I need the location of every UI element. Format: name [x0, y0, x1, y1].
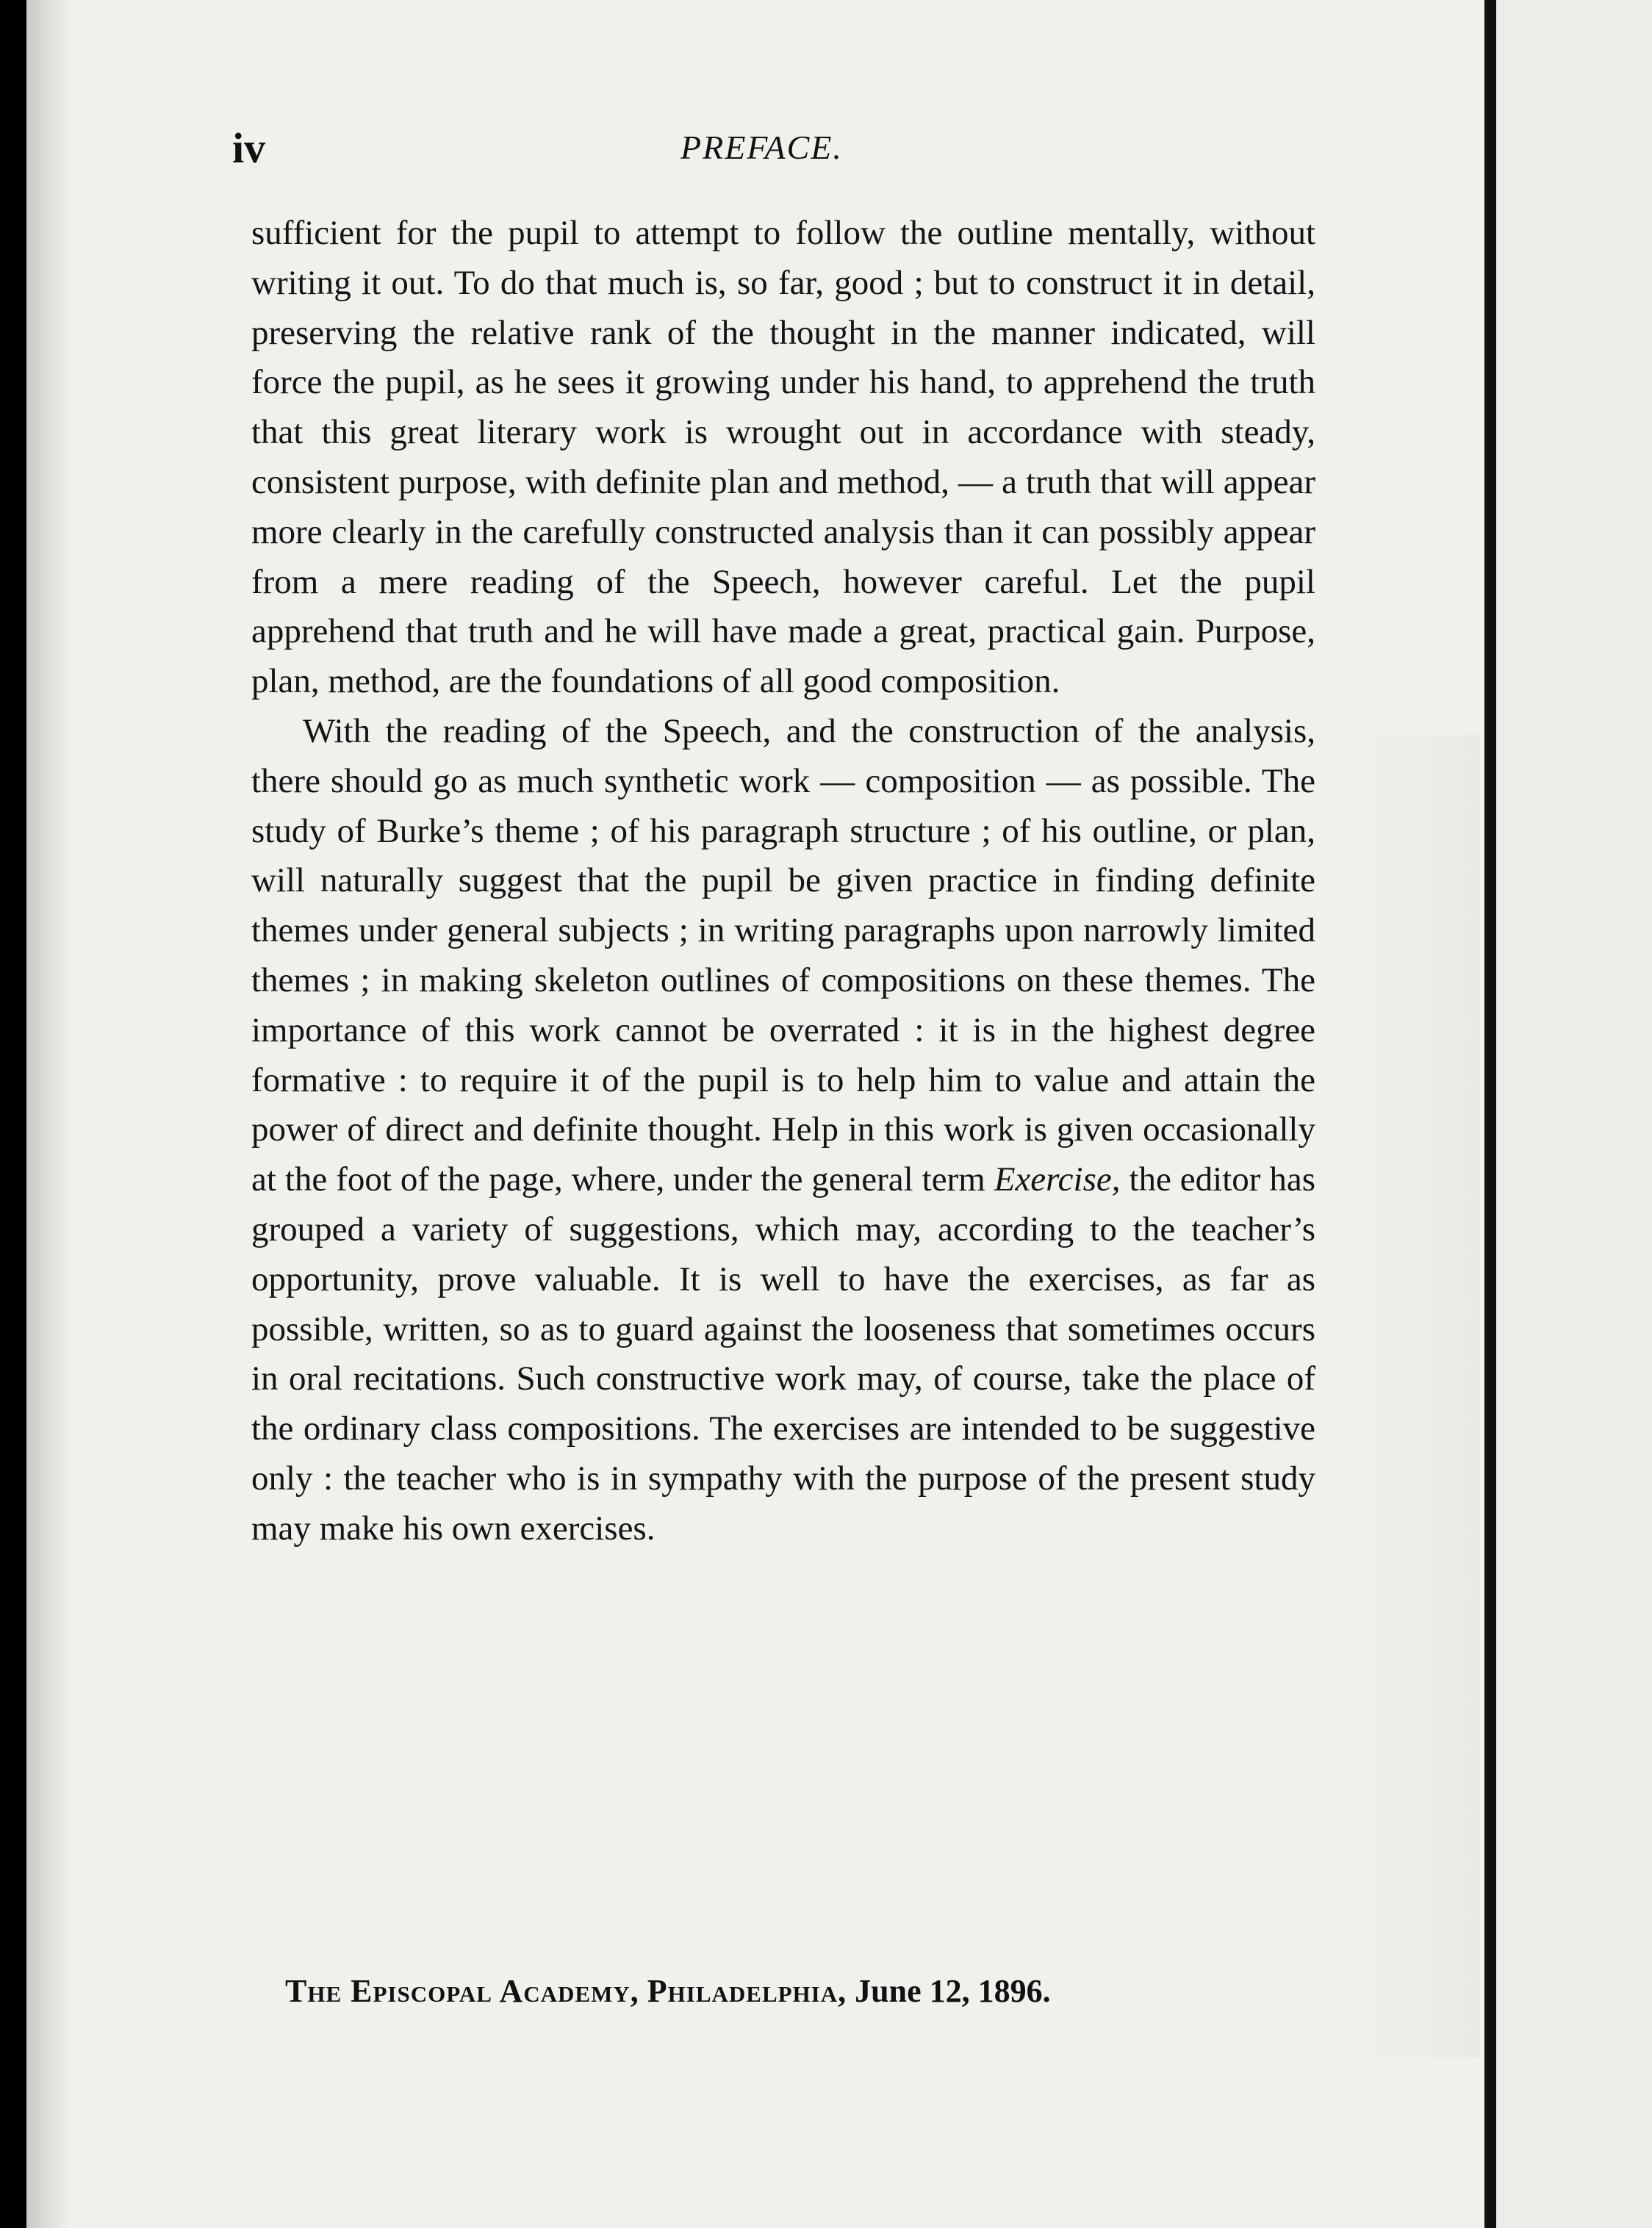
paragraph-text-part: the editor has grouped a variety of suggestions, which may, according to the teacher’s opportunity, prove valuable. It is well to have the exercises, as far as possible, written, so as to guard against the looseness that sometimes occurs in oral recitations. Such constructive work may, of course, take the place of the ordinary class compositions. The exercises are intended to be suggestive only : the teacher who is in sympathy with the purpose of the present study may make his own exercises. [251, 1160, 1315, 1548]
bleed-through-shade [1348, 735, 1480, 2058]
paragraph-text-part: With the reading of the Speech, and the construction of the analysis, there should go as much synthetic work — composition — as possible. The study of Burke’s theme ; of his paragraph structure ; of his outline, or plan, will naturally suggest that the pupil be given practice in finding definite themes under general subjects ; in writing paragraphs upon narrowly limited themes ; in making skeleton outlines of compositions on these themes. The importance of this work cannot be overrated : it is in the highest degree formative : to require it of the pupil is to help him to value and attain the power of direct and definite thought. Help in this work is given occasionally at the foot of the page, where, under the general term [251, 711, 1315, 1199]
preface-signature [285, 1972, 1314, 2010]
signature-date: June 12, 1896. [855, 1973, 1051, 2009]
page-gutter [1484, 0, 1496, 2228]
running-head [232, 123, 1312, 182]
signature-city: Philadelphia, [647, 1973, 847, 2009]
emphasized-term: Exercise, [994, 1160, 1121, 1199]
paragraph-exercises [251, 707, 1315, 1554]
page-edge-shadow [26, 0, 71, 2228]
preface-body [251, 209, 1315, 1554]
page-number: iv [232, 124, 266, 172]
running-head-title: PREFACE. [680, 129, 843, 166]
facing-page-edge [1496, 0, 1652, 2228]
signature-institution: The Episcopal Academy, [285, 1973, 639, 2009]
paragraph-continued: sufficient for the pupil to attempt to follow the outline mentally, without writing it out. To do that much is, so far, good ; but to construct it in detail, preserving the relative rank of the thought in the manner indicated, will force the pupil, as he sees it growing under his hand, to apprehend the truth that this great literary work is wrought out in accordance with steady, consistent purpose, with definite plan and method, — a truth that will appear more clearly in the carefully constructed analysis than it can possibly appear from a mere reading of the Speech, however careful. Let the pupil apprehend that truth and he will have made a great, practical gain. Purpose, plan, method, are the foundations of all good composition. [251, 214, 1315, 701]
